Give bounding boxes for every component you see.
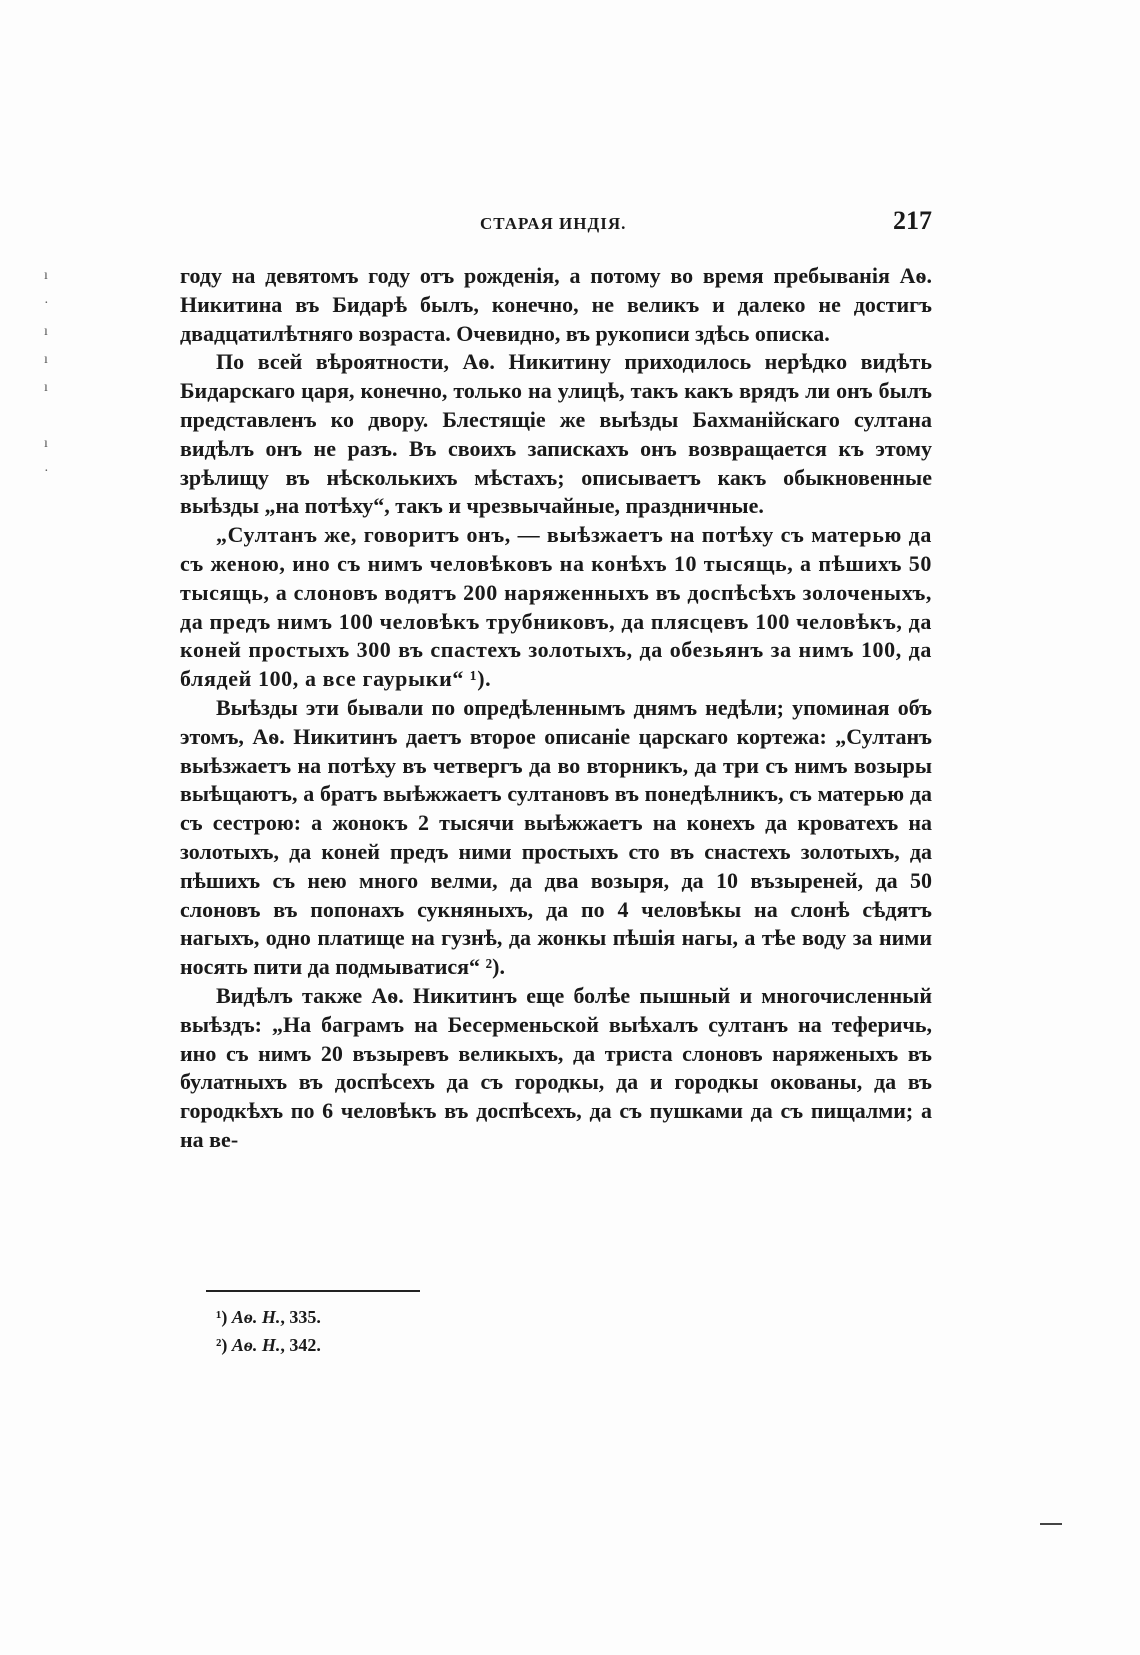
paragraph-5: Видѣлъ также Аѳ. Никитинъ еще болѣе пышный и многочисленный выѣздъ: „На баграмъ на Бесерменьской выѣхалъ султанъ на теферичь, ино съ нимъ 20 възыревъ великыхъ, да триста слоновъ наряженыхъ въ булатныхъ въ доспѣсехъ да съ городкы, да и городкы окованы, да въ городкѣхъ по 6 человѣкъ въ доспѣсехъ, да съ пушками да съ пищалми; а на ве- (180, 982, 932, 1152)
footnote-divider (206, 1290, 420, 1292)
paragraph-1: году на девятомъ году отъ рожденія, а потому во время пребыванія Аѳ. Никитина въ Бидарѣ былъ, конечно, не великъ и далеко не достигъ двадцатилѣтняго возраста. Очевидно, въ рукописи здѣсь описка. (180, 263, 932, 346)
footnotes (216, 1303, 321, 1359)
running-title: СТАРАЯ ИНДІЯ. (480, 214, 627, 233)
paragraph-2: По всей вѣроятности, Аѳ. Никитину приходилось нерѣдко видѣть Бидарскаго царя, конечно, только на улицѣ, такъ какъ врядъ ли онъ былъ представленъ ко двору. Блестящіе же выѣзды Бахманійскаго султана видѣлъ онъ не разъ. Въ своихъ запискахъ онъ возвращается къ этому зрѣлищу въ нѣсколькихъ мѣстахъ; описываетъ какъ обыкновенные выѣзды „на потѣху“, такъ и чрезвычайные, праздничные. (180, 349, 932, 519)
footnote-mark: ¹) (216, 1307, 228, 1327)
footnote-1 (216, 1303, 321, 1331)
paragraph-3-quote: „Султанъ же, говоритъ онъ, — выѣзжаетъ на потѣху съ матерью да съ женою, ино съ нимъ человѣковъ на конѣхъ 10 тысящь, а пѣшихъ 50 тысящь, а слоновъ водятъ 200 наряженныхъ въ доспѣсѣхъ золоченыхъ, да предъ нимъ 100 человѣкъ трубниковъ, да плясцевъ 100 человѣкъ, да коней простыхъ 300 въ спастехъ золотыхъ, да обезьянъ за нимъ 100, да блядей 100, а все гаурыки“ ¹). (180, 522, 932, 692)
paragraph-4: Выѣзды эти бывали по опредѣленнымъ днямъ недѣли; упоминая объ этомъ, Аѳ. Никитинъ даетъ второе описаніе царскаго кортежа: „Султанъ выѣзжаетъ на потѣху въ четвергъ да во вторникъ, да три съ нимъ возыры выѣщаютъ, а братъ выѣжжаетъ султановъ въ понедѣлникъ, съ матерью да съ сестрою: а жонокъ 2 тысячи выѣжжаетъ на конехъ да кроватехъ на золотыхъ, да коней предъ ними простыхъ сто въ снастехъ золотыхъ, да пѣшихъ съ нею много велми, да два возыря, да 10 възыреней, да 50 слоновъ въ попонахъ сукняныхъ, да по 4 человѣкы на слонѣ сѣдятъ нагыхъ, одно платище на гузнѣ, да жонкы пѣшія нагы, а тѣе воду за ними носять пити да подмыватися“ ²). (180, 694, 932, 980)
page-number: 217 (893, 206, 932, 235)
scan-artifact-dash (1040, 1523, 1062, 1525)
footnote-source: Аѳ. Н. (231, 1335, 281, 1355)
footnote-2 (216, 1331, 321, 1359)
footnote-page: , 342. (280, 1335, 321, 1355)
footnote-page: , 335. (280, 1307, 321, 1327)
body-text (180, 262, 932, 1155)
margin-scan-marks: ı · ı ı ı ı · (44, 268, 49, 479)
footnote-mark: ²) (216, 1335, 228, 1355)
page-header (180, 206, 932, 242)
footnote-source: Аѳ. Н. (231, 1307, 281, 1327)
